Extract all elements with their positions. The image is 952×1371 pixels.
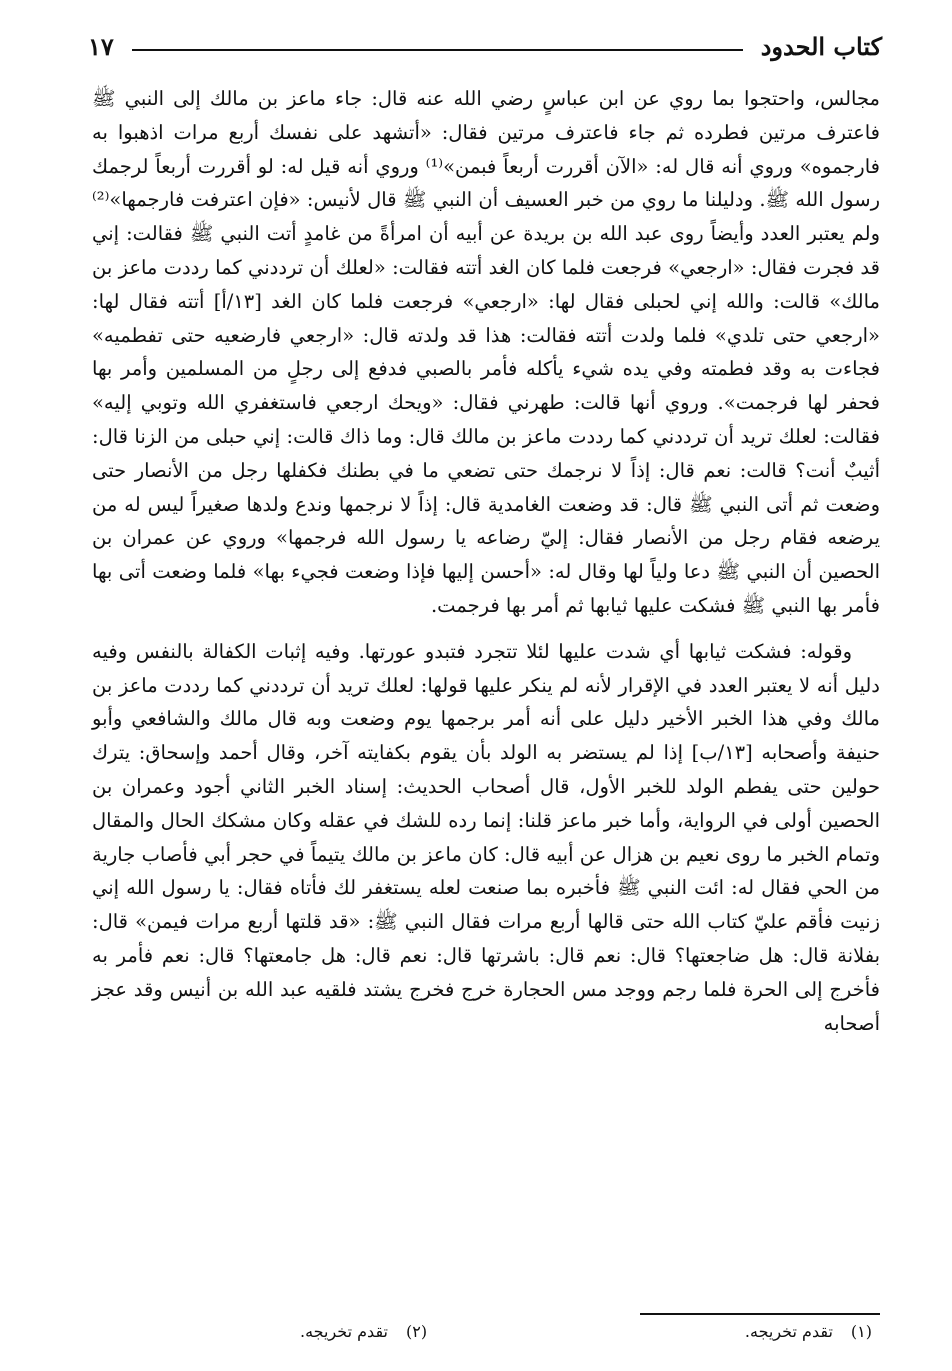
chapter-title: كتاب الحدود xyxy=(760,31,882,61)
footnote-rule xyxy=(640,1313,880,1315)
footnote-1 xyxy=(745,1322,872,1341)
header-rule xyxy=(132,49,743,51)
footnote-number: (١) xyxy=(850,1322,872,1341)
running-header xyxy=(88,26,882,66)
footnote-number: (٢) xyxy=(406,1322,428,1341)
footnote-text: تقدم تخريجه. xyxy=(300,1322,388,1341)
paragraph-2: وقوله: فشكت ثيابها أي شدت عليها لئلا تتجرد فتبدو عورتها. وفيه إثبات الكفالة بالنفس وفيه دليل أنه لا يعتبر العدد في الإقرار لأنه لم ينكر عليها قولها: لعلك تريد أن ترددني كما رددت ماعز بن مالك وفي هذا الخبر الأخير دليل على أنه أمر برجمها يوم وضعت وبه قال مالك والشافعي وأبو حنيفة وأصحابه [١٣/ب] إذا لم يستضر به الولد بأن يقوم بكفايته آخر، وقال أحمد وإسحاق: يترك حولين حتى يفطم الولد للخبر الأول، قال أصحاب الحديث: إسناد الخبر الثاني أجود وعمران بن الحصين أولى في الرواية، وأما خبر ماعز قلنا: إنما رده للشك في عقله وكان مشكك الحال والمقال وتمام الخبر ما روى نعيم بن هزال عن أبيه قال: كان ماعز بن مالك يتيماً في حجر أبي فأصاب جارية من الحي فقال له: ائت النبي ﷺ فأخبره بما صنعت لعله يستغفر لك فأتاه فقال: يا رسول الله إني زنيت فأقم عليّ كتاب الله حتى قالها أربع مرات فقال النبي ﷺ: «قد قلتها أربع مرات فيمن» قال: بفلانة قال: هل ضاجعتها؟ قال: نعم قال: باشرتها قال: نعم قال: هل جامعتها؟ قال: نعم فأمر به فأخرج إلى الحرة فلما رجم ووجد مس الحجارة خرج فخرج يشتد فلقيه عبد الله بن أنيس وقد عجز أصحابه xyxy=(92,639,881,1035)
footnotes xyxy=(300,1322,872,1341)
paragraph-1: مجالس، واحتجوا بما روي عن ابن عباسٍ رضي الله عنه قال: جاء ماعز بن مالك إلى النبي ﷺ فاعترف مرتين فطرده ثم جاء فاعترف مرتين فقال: «أتشهد على نفسك أربع مرات اذهبوا به فارجموه» وروي أنه قال له: «الآن أقررت أربعاً فبمن»⁽¹⁾ وروي أنه قيل له: لو أقررت أربعاً لرجمك رسول الله ﷺ. ودليلنا ما روي من خبر العسيف أن النبي ﷺ قال لأنيس: «فإن اعترفت فارجمها»⁽²⁾ ولم يعتبر العدد وأيضاً روى عبد الله بن بريدة عن أبيه أن امرأةً من غامدٍ أتت النبي ﷺ فقالت: إني قد فجرت فقال: «ارجعي» فرجعت فلما كان الغد أتته فقالت: «لعلك أن ترددني كما رددت ماعز بن مالك» قالت: والله إني لحبلى فقال لها: «ارجعي» فرجعت فلما كان الغد [١٣/أ] أتته فقال لها: «ارجعي حتى تلدي» فلما ولدت أتته فقالت: هذا قد ولدته قال: «ارجعي فارضعيه حتى تفطميه» فجاءت به وقد فطمته وفي يده شيء يأكله فأمر بالصبي فدفع إلى رجلٍ من المسلمين وأمر بها فحفر لها فرجمت». وروي أنها قالت: طهرني فقال: «ويحك ارجعي فاستغفري الله وتوبي إليه» فقالت: لعلك تريد أن ترددني كما رددت ماعز بن مالك قال: وما ذاك قالت: إني حبلى من الزنا قال: أثيبٌ أنت؟ قالت: نعم قال: إذاً لا نرجمك حتى تضعي ما في بطنك فكفلها رجل من الأنصار حتى وضعت ثم أتى النبي ﷺ قال: قد وضعت الغامدية قال: إذاً لا نرجمها وندع ولدها صغيراً ليس له من يرضعه فقام رجل من الأنصار فقال: إليّ رضاعه يا رسول الله فرجمها» وروي عن عمران بن الحصين أن النبي ﷺ دعا ولياً لها وقال له: «أحسن إليها فإذا وضعت فجيء بها» فلما وضعت أتى بها فأمر بها النبي ﷺ فشكت عليها ثيابها ثم أمر بها فرجمت. xyxy=(92,87,880,617)
main-text xyxy=(92,82,880,1040)
page-number: ١٧ xyxy=(88,31,114,61)
footnote-2 xyxy=(300,1322,427,1341)
footnote-text: تقدم تخريجه. xyxy=(744,1322,833,1341)
